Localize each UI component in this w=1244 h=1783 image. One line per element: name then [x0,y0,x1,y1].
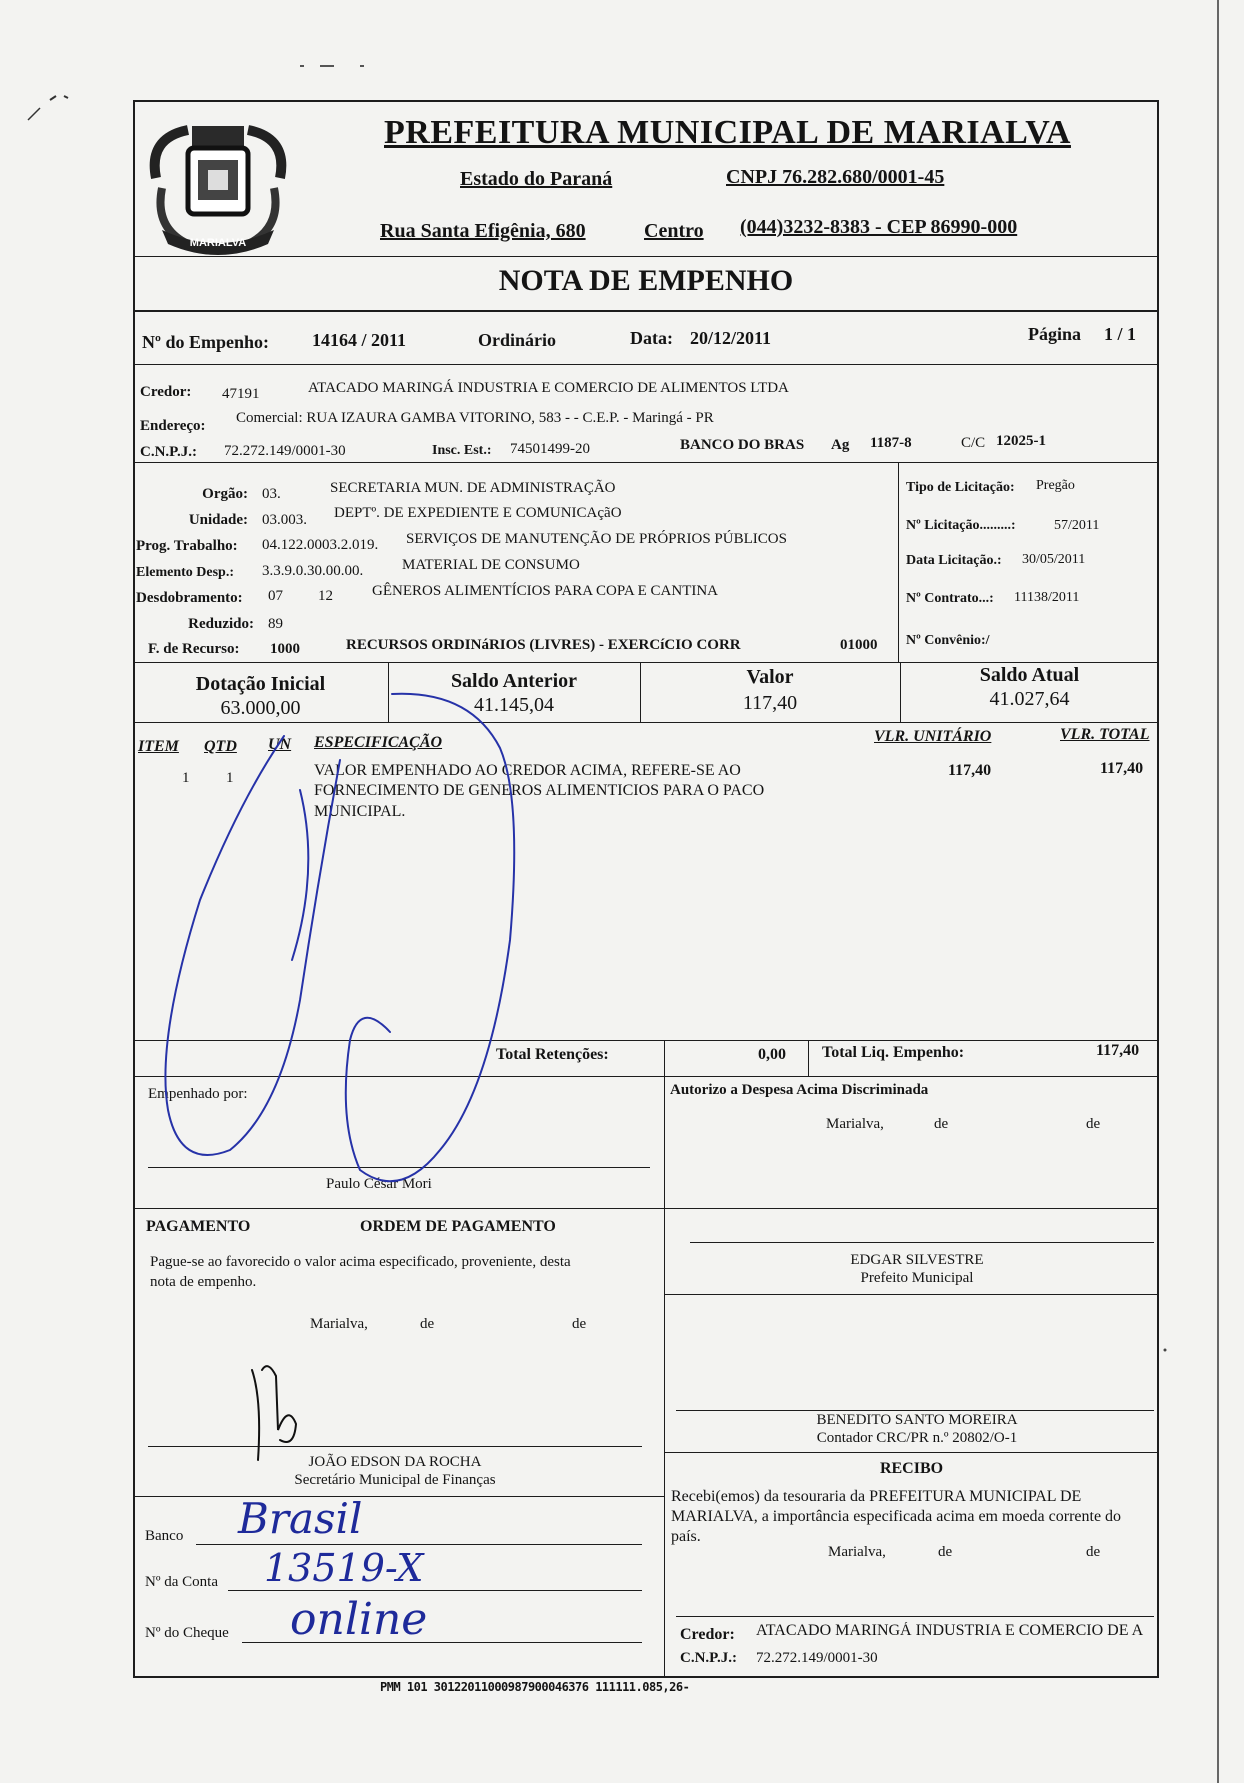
recibo-title: RECIBO [879,1460,944,1477]
empenho-date: 20/12/2011 [690,328,772,348]
recibo-de2: de [1086,1544,1101,1560]
autorizo-de1: de [934,1116,949,1132]
document-title: NOTA DE EMPENHO [498,264,794,297]
prog-label: Prog. Trabalho: [136,538,238,554]
item-spec-line2: FORNECIMENTO DE GENEROS ALIMENTICIOS PARA O PACO [314,782,765,799]
tipo-licitacao: Pregão [1036,478,1075,493]
cc-number: 12025-1 [996,433,1046,449]
credor-label: Credor: [140,384,192,400]
tipo-licitacao-label: Tipo de Licitação: [906,480,1015,495]
pagamento-de1: de [420,1316,435,1332]
recibo-cnpj-label: C.N.P.J.: [680,1650,737,1666]
dotacao-label: Dotação Inicial [195,673,326,695]
col-vlr-total: VLR. TOTAL [1060,726,1150,743]
col-qtd: QTD [204,738,237,755]
secretario-name: JOÃO EDSON DA ROCHA [308,1454,482,1470]
cnpj-label: C.N.P.J.: [140,444,197,460]
svg-text:MARIALVA: MARIALVA [189,237,247,249]
desdobramento-name: GÊNEROS ALIMENTÍCIOS PARA COPA E CANTINA [372,583,719,599]
page-label: Página [1028,324,1082,344]
unidade-name: DEPTº. DE EXPEDIENTE E COMUNICAçãO [334,505,622,521]
orgao-name: SECRETARIA MUN. DE ADMINISTRAÇÃO [330,480,616,496]
pagamento-label: PAGAMENTO [146,1218,251,1235]
fonte-name: RECURSOS ORDINáRIOS (LIVRES) - EXERCíCIO CORR [346,637,741,653]
autorizo-de2: de [1086,1116,1101,1132]
contador-role: Contador CRC/PR n.º 20802/O-1 [816,1430,1018,1446]
pagamento-text-line1: Pague-se ao favorecido o valor acima especificado, proveniente, desta [150,1254,571,1270]
date-label: Data: [630,328,673,348]
insc-label: Insc. Est.: [432,443,492,458]
item-number: 1 [182,770,190,786]
empenhado-signer: Paulo César Mori [326,1176,432,1192]
desdobramento-a: 07 [268,588,283,604]
bank-name: BANCO DO BRAS [680,437,805,453]
retencoes-label: Total Retenções: [496,1046,609,1063]
pagamento-de2: de [572,1316,587,1332]
col-especificacao: ESPECIFICAÇÃO [314,734,443,751]
cheque-handwritten: online [290,1594,428,1645]
recibo-text-line3: país. [671,1528,701,1545]
valor-label: Valor [746,666,794,688]
fonte-number: 01000 [840,637,878,653]
reduzido-code: 89 [268,616,283,632]
banco-handwritten: Brasil [238,1494,363,1543]
contrato-label: Nº Contrato...: [906,591,994,606]
contrato-number: 11138/2011 [1014,590,1080,605]
conta-handwritten: 13519-X [264,1546,424,1590]
credor-cnpj: 72.272.149/0001-30 [224,443,346,459]
address-label: Endereço: [140,418,206,434]
recibo-cnpj: 72.272.149/0001-30 [756,1650,878,1666]
autorizo-label: Autorizo a Despesa Acima Discriminada [670,1082,929,1098]
empenho-number-label: Nº do Empenho: [142,332,269,352]
empenho-type: Ordinário [478,330,557,350]
state-name: Estado do Paraná [460,168,613,190]
credor-code: 47191 [222,386,260,402]
dotacao-value: 63.000,00 [220,697,301,719]
agency-label: Ag [831,437,850,453]
liquido-value: 117,40 [1096,1042,1140,1059]
item-unit-value: 117,40 [948,762,992,779]
unidade-label: Unidade: [188,512,248,528]
recibo-text-line2: MARIALVA, a importância especificada acima em moeda corrente do [671,1508,1122,1525]
municipality-cnpj: CNPJ 76.282.680/0001-45 [726,166,945,188]
prog-name: SERVIÇOS DE MANUTENÇÃO DE PRÓPRIOS PÚBLICOS [406,531,787,547]
col-item: ITEM [138,738,179,755]
saldo-atual-value: 41.027,64 [989,688,1070,710]
phone-cep: (044)3232-8383 - CEP 86990-000 [740,216,1018,238]
contador-name: BENEDITO SANTO MOREIRA [816,1412,1018,1428]
desdobramento-label: Desdobramento: [136,590,243,606]
district: Centro [644,220,704,242]
recibo-city: Marialva, [828,1544,886,1560]
licitacao-number-label: Nº Licitação.........: [906,518,1016,533]
secretario-role: Secretário Municipal de Finanças [294,1472,496,1488]
saldo-anterior-label: Saldo Anterior [450,670,578,692]
micr-line: PMM 101 30122011000987900046376 111111.085,26- [380,1680,690,1694]
retencoes-value: 0,00 [758,1046,786,1063]
item-qtd: 1 [226,770,234,786]
elemento-name: MATERIAL DE CONSUMO [402,557,580,573]
recibo-credor-label: Credor: [680,1626,735,1643]
ordem-pagamento-label: ORDEM DE PAGAMENTO [360,1218,556,1235]
banco-label: Banco [145,1528,184,1544]
page-number: 1 / 1 [1104,324,1137,344]
pagamento-text-line2: nota de empenho. [150,1274,257,1290]
orgao-label: Orgão: [202,486,248,502]
credor-address: Comercial: RUA IZAURA GAMBA VITORINO, 583 - - C.E.P. - Maringá - PR [236,410,714,426]
pagamento-city: Marialva, [310,1316,368,1332]
item-total-value: 117,40 [1100,760,1144,777]
desdobramento-b: 12 [318,588,333,604]
fonte-label: F. de Recurso: [148,641,240,657]
street-address: Rua Santa Efigênia, 680 [380,220,586,242]
cc-label: C/C [961,435,986,451]
liquido-label: Total Liq. Empenho: [822,1044,965,1061]
recibo-credor-name: ATACADO MARINGÁ INDUSTRIA E COMERCIO DE A [756,1622,1144,1639]
reduzido-label: Reduzido: [188,616,254,632]
item-spec-line3: MUNICIPAL. [314,803,406,820]
valor-value: 117,40 [742,692,798,714]
prefeito-name: EDGAR SILVESTRE [850,1252,984,1268]
recibo-text-line1: Recebi(emos) da tesouraria da PREFEITURA MUNICIPAL DE [671,1488,1082,1505]
saldo-anterior-value: 41.145,04 [474,694,554,716]
licitacao-date-label: Data Licitação.: [906,553,1002,568]
prog-code: 04.122.0003.2.019. [262,537,379,553]
agency-number: 1187-8 [870,435,912,451]
licitacao-date: 30/05/2011 [1022,552,1086,567]
conta-label: Nº da Conta [145,1574,218,1590]
secretario-signature [252,1366,296,1460]
unidade-code: 03.003. [262,512,307,528]
recibo-de1: de [938,1544,953,1560]
convenio-label: Nº Convênio:/ [906,633,990,648]
saldo-atual-label: Saldo Atual [979,664,1080,686]
autorizo-city: Marialva, [826,1116,884,1132]
fonte-code: 1000 [270,641,300,657]
col-vlr-unitario: VLR. UNITÁRIO [874,728,992,745]
elemento-code: 3.3.9.0.30.00.00. [262,563,364,579]
item-spec-line1: VALOR EMPENHADO AO CREDOR ACIMA, REFERE-SE AO [314,762,741,779]
empenho-number: 14164 / 2011 [312,330,407,350]
credor-name: ATACADO MARINGÁ INDUSTRIA E COMERCIO DE ALIMENTOS LTDA [308,380,789,396]
insc-value: 74501499-20 [510,441,590,457]
signature-stroke-mark [165,736,340,1155]
col-un: UN [268,736,292,753]
municipality-title: PREFEITURA MUNICIPAL DE MARIALVA [384,114,1071,151]
licitacao-number: 57/2011 [1054,518,1100,533]
cheque-label: Nº do Cheque [145,1625,229,1641]
orgao-code: 03. [262,486,281,502]
elemento-label: Elemento Desp.: [136,565,234,580]
empenhado-label: Empenhado por: [148,1086,248,1102]
signature-loop-mark [346,694,514,1182]
prefeito-role: Prefeito Municipal [860,1270,974,1286]
